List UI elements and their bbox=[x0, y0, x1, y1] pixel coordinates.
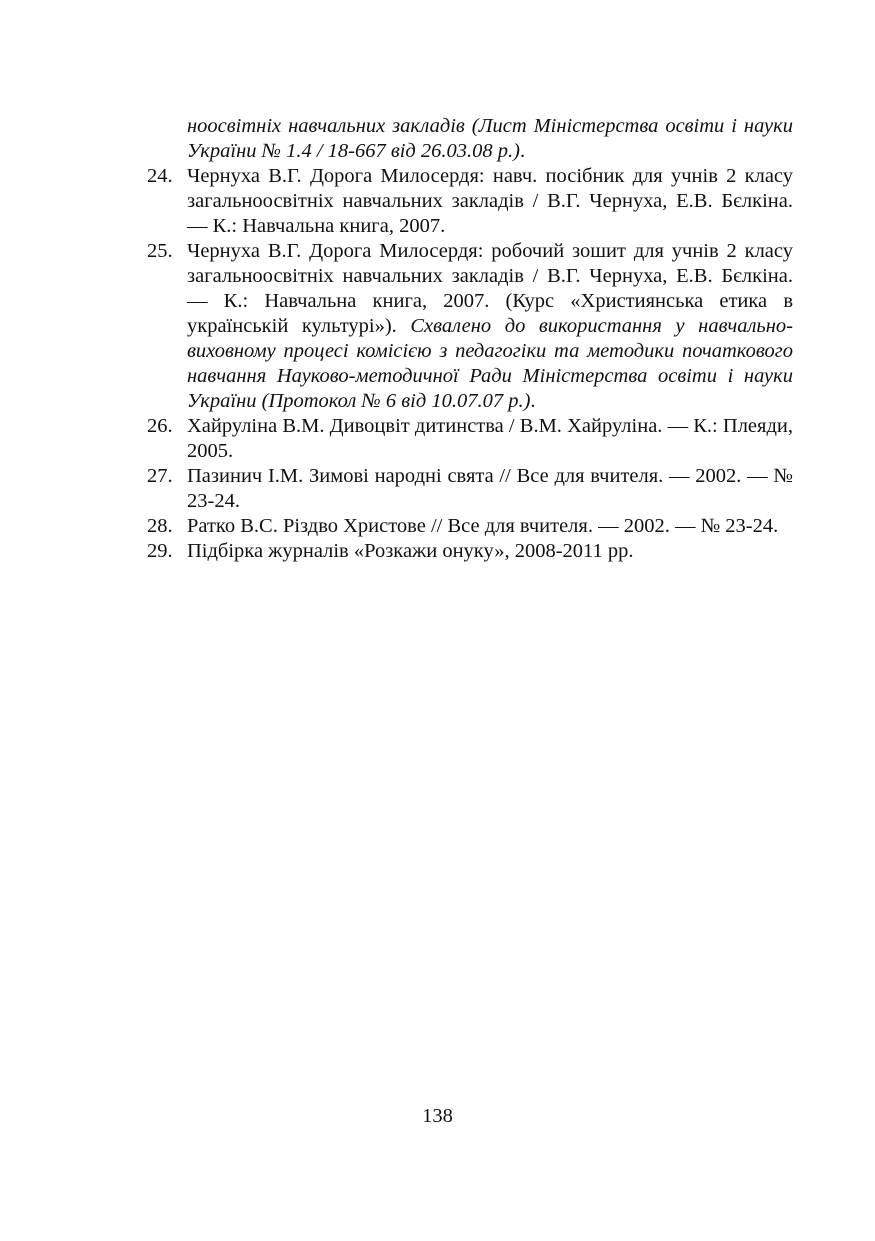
bibliography-entry-25 bbox=[147, 239, 793, 414]
page-number: 138 bbox=[422, 1105, 453, 1127]
bibliography-continuation bbox=[147, 114, 793, 164]
entry-text: Чернуха В.Г. Дорога Милосердя: робочий зошит для учнів 2 класу загальноосвітніх навчальних закладів / В.Г. Чернуха, Е.В. Бєлкіна. — К.: Навчальна книга, 2007. (Курс «Християнська етика в українській культурі»). bbox=[187, 240, 793, 337]
continuation-tail: . bbox=[520, 140, 526, 162]
entry-text: Підбірка журналів «Розкажи онуку», 2008-2011 рр. bbox=[187, 540, 634, 562]
bibliography-entry-24 bbox=[147, 164, 793, 239]
entry-number: 28. bbox=[147, 515, 173, 537]
entry-number: 25. bbox=[147, 240, 173, 262]
bibliography-entry-27 bbox=[147, 464, 793, 514]
entry-number: 29. bbox=[147, 540, 173, 562]
bibliography-entry-26 bbox=[147, 414, 793, 464]
entry-text: Пазинич І.М. Зимові народні свята // Все для вчителя. — 2002. — № 23-24. bbox=[187, 465, 793, 512]
bibliography-list bbox=[147, 114, 793, 564]
entry-number: 27. bbox=[147, 465, 173, 487]
entry-text: Ратко В.С. Різдво Христове // Все для вчителя. — 2002. — № 23-24. bbox=[187, 515, 779, 537]
continuation-italic-text: ноосвітніх навчальних закладів (Лист Міністерства освіти і науки України № 1.4 / 18-667 від 26.03.08 р.) bbox=[187, 115, 793, 162]
entry-number: 26. bbox=[147, 415, 173, 437]
entry-text: Чернуха В.Г. Дорога Милосердя: навч. посібник для учнів 2 класу загальноосвітніх навчальних закладів / В.Г. Чернуха, Е.В. Бєлкіна. — К.: Навчальна книга, 2007. bbox=[187, 165, 793, 237]
entry-number: 24. bbox=[147, 165, 173, 187]
entry-tail: . bbox=[530, 390, 536, 412]
entry-italic-text: Схвалено до використання у навчально-виховному процесі комісією з педагогіки та методики початкового навчання Науково-методичної Ради Міністерства освіти і науки України (Протокол № 6 від 10.07.07 р.) bbox=[187, 315, 794, 412]
bibliography-entry-28 bbox=[147, 514, 793, 539]
entry-text: Хайруліна В.М. Дивоцвіт дитинства / В.М. Хайруліна. — К.: Плеяди, 2005. bbox=[187, 415, 793, 462]
bibliography-entry-29 bbox=[147, 539, 793, 564]
